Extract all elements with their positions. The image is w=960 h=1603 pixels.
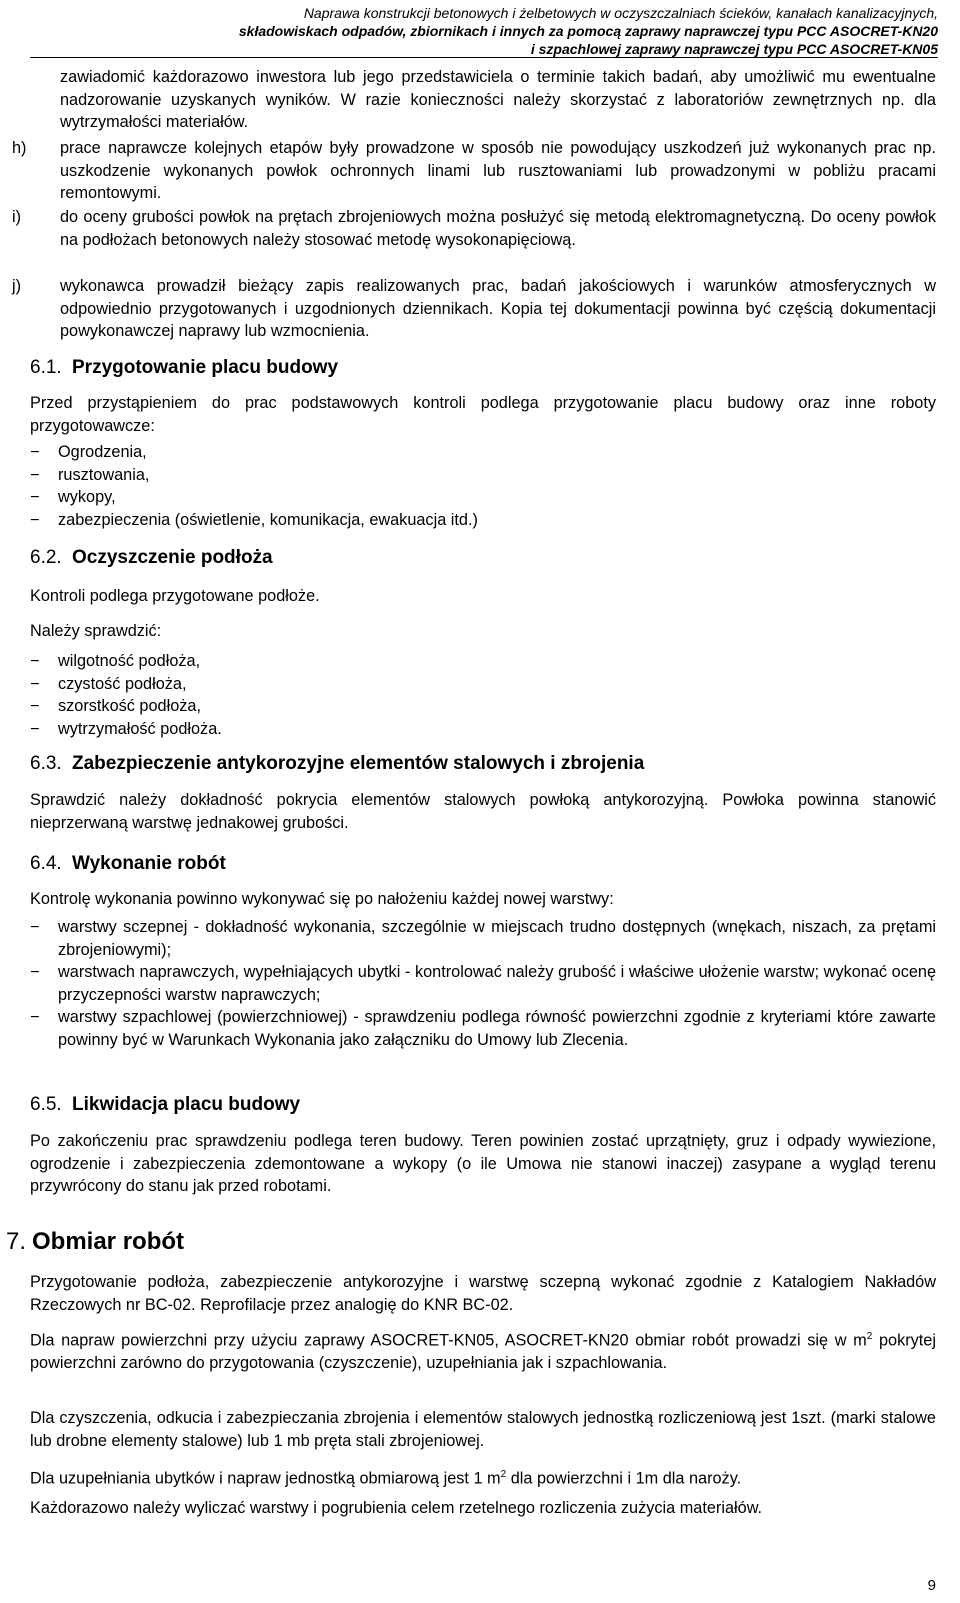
dash-bullet: − (30, 443, 40, 461)
item-label: j) (12, 277, 22, 295)
section-6-5-text: Po zakończeniu prac sprawdzeniu podlega teren budowy. Teren powinien zostać uprzątnięty, gruz i odpady wywiezione, ogrodzenie i zabezpieczenia zdemontowane a wykopy (o ile Umowa nie stanowi inaczej) zasypane a wygląd terenu przywrócony do stanu jak przed robotami. (30, 1132, 936, 1196)
header-rule (30, 57, 938, 58)
chapter-7-para-2 (30, 1326, 936, 1375)
dash-bullet: − (30, 1008, 40, 1027)
list-item (30, 695, 936, 718)
list-item (30, 961, 936, 1006)
list-item-text: rusztowania, (58, 465, 150, 484)
list-item (30, 509, 936, 532)
list-item (30, 486, 936, 509)
superscript: 2 (866, 1331, 873, 1342)
dash-bullet: − (30, 488, 40, 507)
list-item-text: warstwy szpachlowej (powierzchniowej) - sprawdzeniu podlega równość powierzchni zgodnie z kryteriami które zawarte powinny być w Warunkach Wykonania jako załączniku do Umowy lub Zlecenia. (58, 1008, 936, 1049)
list-item-i (12, 206, 936, 251)
header-line-3: i szpachlowej zaprawy naprawczej typu PCC ASOCRET-KN05 (530, 41, 938, 57)
list-item (30, 441, 936, 464)
list-item-text: warstwach naprawczych, wypełniających ubytki - kontrolować należy grubość i właściwe ułożenie warstw; wykonać ocenę przyczepności warstw naprawczych; (58, 963, 936, 1004)
chapter-7-heading (6, 1227, 184, 1257)
section-6-3-heading (30, 752, 644, 776)
text-run: Dla uzupełniania ubytków i napraw jednostką obmiarową jest 1 m (30, 1469, 501, 1488)
chapter-7-para-5: Każdorazowo należy wyliczać warstwy i pogrubienia celem rzetelnego rozliczenia zużycia materiałów. (30, 1499, 763, 1517)
running-header (239, 4, 938, 58)
text-run: pokrytej powierzchni zarówno do przygotowania (czyszczenie), uzupełniania jak i szpachlowania. (30, 1331, 936, 1373)
dash-bullet: − (30, 697, 40, 716)
section-6-2-text: Kontroli podlega przygotowane podłoże. (30, 587, 320, 605)
section-title: Zabezpieczenie antykorozyjne elementów stalowych i zbrojenia (72, 753, 645, 774)
list-item-text: zabezpieczenia (oświetlenie, komunikacja, ewakuacja itd.) (58, 510, 478, 529)
section-title: Wykonanie robót (72, 853, 226, 874)
list-item (30, 650, 936, 673)
dash-bullet: − (30, 465, 40, 484)
section-6-2-check-intro: Należy sprawdzić: (30, 622, 162, 640)
section-number: 6.2. (30, 547, 62, 568)
list-item (30, 718, 936, 741)
header-line-2: składowiskach odpadów, zbiornikach i innych za pomocą zaprawy naprawczej typu PCC ASOCRET-KN20 (238, 23, 938, 39)
section-6-2-heading (30, 546, 273, 570)
section-number: 6.5. (30, 1094, 62, 1115)
list-item-text: warstwy sczepnej - dokładność wykonania, szczególnie w miejscach trudno dostępnych (wnękach, niszach, za prętami zbrojeniowymi); (58, 918, 936, 959)
section-number: 6.3. (30, 753, 62, 774)
text-run: dla powierzchni i 1m dla naroży. (506, 1469, 742, 1488)
list-item (30, 464, 936, 487)
section-6-3-text: Sprawdzić należy dokładność pokrycia elementów stalowych powłoką antykorozyjną. Powłoka powinna stanowić nieprzerwaną warstwę jednakowej grubości. (30, 791, 936, 832)
list-item (30, 673, 936, 696)
chapter-7-para-4 (30, 1464, 936, 1490)
dash-bullet: − (30, 674, 40, 693)
section-title: Likwidacja placu budowy (72, 1094, 301, 1115)
text-run: Dla napraw powierzchni przy użyciu zaprawy ASOCRET-KN05, ASOCRET-KN20 obmiar robót prowadzi się w m (30, 1331, 867, 1350)
dash-bullet: − (30, 918, 40, 936)
list-item-text: wilgotność podłoża, (58, 652, 201, 670)
section-number: 6.4. (30, 853, 62, 874)
item-label: i) (12, 208, 22, 226)
section-6-1-text: Przed przystąpieniem do prac podstawowych kontroli podlega przygotowanie placu budowy oraz inne roboty przygotowawcze: (30, 394, 936, 435)
section-title: Przygotowanie placu budowy (72, 357, 339, 378)
section-6-1-list (30, 441, 936, 531)
page-number: 9 (927, 1577, 936, 1594)
section-6-4-heading (30, 852, 226, 876)
section-6-4-list (30, 916, 936, 1052)
section-number: 6.1. (30, 357, 62, 378)
list-item (30, 1006, 936, 1051)
section-title: Oczyszczenie podłoża (72, 547, 273, 568)
item-text: wykonawca prowadził bieżący zapis realizowanych prac, badań jakościowych i warunków atmosferycznych w odpowiednio przygotowanych i uzgodnionych dziennikach. Kopia tej dokumentacji powinna być częścią dokumentacji powykonawczej naprawy lub wzmocnienia. (60, 277, 936, 341)
list-item-h (12, 137, 936, 205)
chapter-7-para-1: Przygotowanie podłoża, zabezpieczenie antykorozyjne i warstwę sczepną wykonać zgodnie z Katalogiem Nakładów Rzeczowych nr BC-02. Reprofilacje przez analogię do KNR BC-02. (30, 1273, 936, 1314)
list-item-text: Ogrodzenia, (58, 443, 147, 461)
section-6-4-text: Kontrolę wykonania powinno wykonywać się po nałożeniu każdej nowej warstwy: (30, 890, 614, 908)
list-item-text: wytrzymałość podłoża. (58, 719, 222, 738)
chapter-title: Obmiar robót (32, 1228, 185, 1255)
item-label: h) (12, 139, 27, 157)
item-text: do oceny grubości powłok na prętach zbrojeniowych można posłużyć się metodą elektromagnetyczną. Do oceny powłok na podłożach betonowych należy stosować metodę wysokonapięciową. (60, 208, 936, 249)
list-item-j (12, 275, 936, 343)
list-item-text: wykopy, (58, 488, 116, 507)
list-item-text: czystość podłoża, (58, 674, 187, 693)
chapter-7-para-3: Dla czyszczenia, odkucia i zabezpieczania zbrojenia i elementów stalowych jednostką rozliczeniową jest 1szt. (marki stalowe lub drobne elementy stalowe) lub 1 mb pręta stali zbrojeniowej. (30, 1409, 936, 1450)
header-line-1: Naprawa konstrukcji betonowych i żelbetowych w oczyszczalniach ścieków, kanałach kanalizacyjnych, (303, 5, 938, 21)
section-6-1-heading (30, 356, 338, 380)
superscript: 2 (500, 1469, 507, 1480)
chapter-number: 7. (6, 1228, 27, 1255)
dash-bullet: − (30, 652, 40, 670)
dash-bullet: − (30, 963, 40, 982)
item-text: prace naprawcze kolejnych etapów były prowadzone w sposób nie powodujący uszkodzeń już wykonanych prac np. uszkodzenie wykonanych powłok ochronnych linami lub rusztowaniami lub prowadzonymi w pobliżu pracami remontowymi. (60, 139, 936, 203)
list-item (30, 916, 936, 961)
section-6-2-list (30, 650, 936, 740)
section-6-5-heading (30, 1093, 300, 1117)
dash-bullet: − (30, 510, 40, 529)
dash-bullet: − (30, 719, 40, 738)
intro-continuation: zawiadomić każdorazowo inwestora lub jego przedstawiciela o terminie takich badań, aby umożliwić mu ewentualne nadzorowanie uzyskanych wyników. W razie konieczności należy skorzystać z laboratoriów zewnętrznych np. dla wytrzymałości materiałów. (60, 68, 936, 132)
list-item-text: szorstkość podłoża, (58, 697, 201, 716)
